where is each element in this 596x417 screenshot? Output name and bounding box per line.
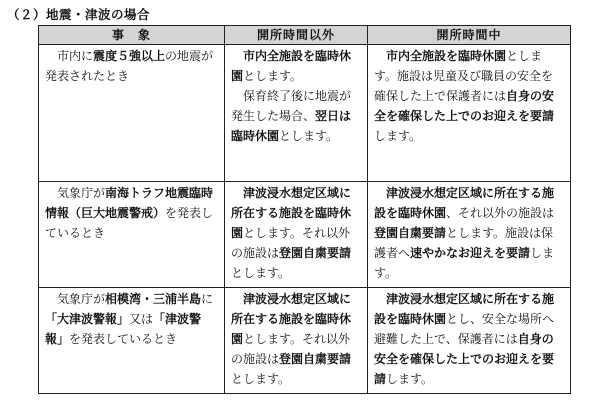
outside-hours-paragraph	[231, 289, 361, 389]
table-row	[39, 288, 571, 394]
emphasized-text: 津波浸水想定区域に所在する施設を臨時休園	[374, 292, 555, 326]
text-run: とします。施設は保護者へ	[374, 226, 554, 260]
emphasized-text: 速やかなお迎えを要請	[410, 246, 531, 260]
event-cell	[39, 288, 225, 394]
event-cell	[39, 45, 225, 182]
outside-hours-paragraph	[231, 46, 361, 86]
outside-hours-cell	[225, 288, 368, 394]
text-run: に	[201, 292, 214, 306]
header-row	[39, 26, 571, 45]
during-hours-cell	[368, 45, 571, 182]
text-run: 気象庁が	[57, 186, 106, 200]
text-run: します。	[386, 372, 434, 386]
emphasized-text: 相模湾・三浦半島	[105, 292, 202, 306]
emphasized-text: 「津波警報」	[45, 312, 202, 346]
column-header-outside-hours: 開所時間以外	[225, 26, 368, 45]
emphasized-text: 自身の安全を確保した上でのお迎えを要請	[374, 332, 555, 386]
event-text	[45, 46, 218, 86]
text-run: とします。	[279, 129, 339, 143]
during-hours-cell	[368, 288, 571, 394]
event-text	[45, 289, 218, 349]
section-heading: （２）地震・津波の場合	[7, 7, 151, 22]
text-run: とします。	[231, 266, 291, 280]
outside-hours-paragraph	[231, 183, 361, 283]
text-run: とし、安全な場所へ避難した上で、保護者には	[374, 312, 555, 346]
emphasized-text: 市内全施設を臨時休園	[231, 49, 352, 83]
event-text	[45, 183, 218, 243]
emphasized-text: 登園自粛要請	[279, 352, 352, 366]
during-hours-cell	[368, 182, 571, 288]
table-row	[39, 182, 571, 288]
column-header-event: 事 象	[39, 26, 225, 45]
emphasized-text: 翌日は臨時休園	[231, 109, 352, 143]
text-run: とします。施設は児童及び職員の安全を確保した上で保護者には	[374, 49, 554, 103]
text-run: 市内に	[57, 49, 94, 63]
during-hours-paragraph	[374, 46, 564, 146]
text-run: とします。	[243, 69, 303, 83]
emphasized-text: 震度５強以上	[93, 49, 166, 63]
text-run: 、それ以外の施設は	[446, 206, 555, 220]
column-header-during-hours: 開所時間中	[368, 26, 571, 45]
text-run: の地震が発表されたとき	[45, 49, 214, 83]
text-run: とします。	[231, 372, 291, 386]
emphasized-text: 南海トラフ地震臨時情報（巨大地震警戒）	[45, 186, 214, 220]
emphasized-text: 「大津波警報」	[45, 312, 130, 326]
outside-hours-cell	[225, 182, 368, 288]
emphasized-text: 津波浸水想定区域に所在する施設を臨時休園	[231, 292, 352, 346]
text-run: とします。それ以外の施設は	[231, 226, 351, 260]
table-row	[39, 45, 571, 182]
text-run: とします。それ以外の施設は	[231, 332, 351, 366]
event-cell	[39, 182, 225, 288]
emphasized-text: 登園自粛要請	[279, 246, 352, 260]
during-hours-paragraph	[374, 183, 564, 283]
text-run: 気象庁が	[57, 292, 106, 306]
emphasized-text: 津波浸水想定区域に所在する施設を臨時休園	[231, 186, 352, 240]
text-run: 又は	[129, 312, 154, 326]
emphasized-text: 自身の安全を確保した上でのお迎えを要請	[374, 89, 555, 123]
outside-hours-cell	[225, 45, 368, 182]
text-run: します。	[374, 129, 422, 143]
text-run: します。	[374, 246, 555, 280]
text-run: を発表しているとき	[69, 332, 178, 346]
outside-hours-paragraph	[231, 86, 361, 146]
during-hours-paragraph	[374, 289, 564, 389]
text-run: を発表しているとき	[45, 206, 214, 240]
emphasized-text: 津波浸水想定区域に所在する施設を臨時休園	[374, 186, 555, 220]
text-run: 保育終了後に地震が発生した場合、	[231, 89, 352, 123]
earthquake-tsunami-table	[38, 25, 571, 394]
emphasized-text: 市内全施設を臨時休園	[386, 49, 507, 63]
emphasized-text: 登園自粛要請	[374, 226, 447, 240]
